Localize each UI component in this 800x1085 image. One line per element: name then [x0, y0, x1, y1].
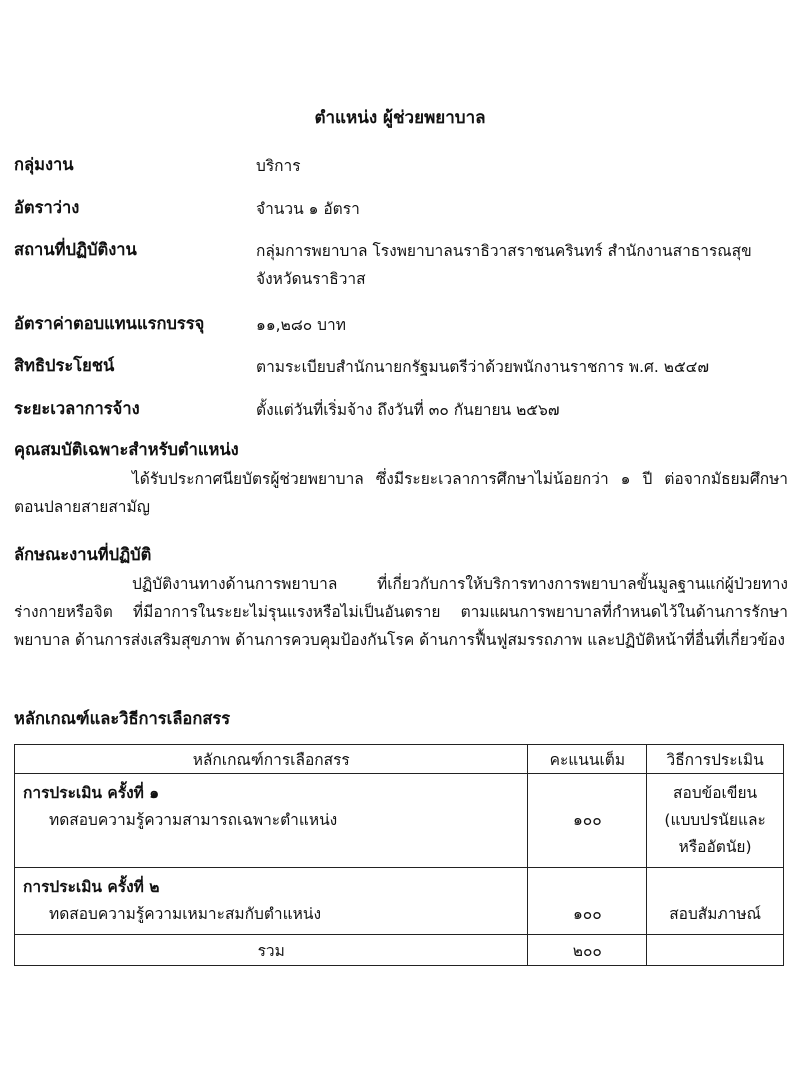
total-score: ๒๐๐	[528, 935, 647, 966]
table-total-row	[15, 935, 784, 966]
method-line: สอบข้อเขียน	[673, 784, 758, 802]
round-1-method	[647, 774, 784, 868]
field-value: ตั้งแต่วันที่เริ่มจ้าง ถึงวันที่ ๓๐ กันยายน ๒๕๖๗	[256, 401, 560, 419]
field-label: สถานที่ปฏิบัติงาน	[14, 240, 137, 259]
header-criteria: หลักเกณฑ์การเลือกสรร	[15, 745, 528, 774]
score-value: ๑๐๐	[572, 905, 602, 923]
method-line: สอบสัมภาษณ์	[669, 905, 761, 923]
duties-body: ปฏิบัติงานทางด้านการพยาบาล ที่เกี่ยวกับการให้บริการทางการพยาบาลขั้นมูลฐานแก่ผู้ป่วยทางร่างกายหรือจิต ที่มีอาการในระยะไม่รุนแรงหรือไม่เป็นอันตราย ตามแผนการพยาบาลที่กำหนดไว้ในด้านการรักษาพยาบาล ด้านการส่งเสริมสุขภาพ ด้านการควบคุมป้องกันโรค ด้านการฟื้นฟูสมรรถภาพ และปฏิบัติหน้าที่อื่นที่เกี่ยวข้อง	[14, 575, 788, 649]
field-label: อัตราค่าตอบแทนแรกบรรจุ	[14, 314, 205, 333]
field-value: ตามระเบียบสำนักนายกรัฐมนตรีว่าด้วยพนักงานราชการ พ.ศ. ๒๕๔๗	[256, 358, 710, 376]
field-label: กลุ่มงาน	[14, 155, 74, 174]
field-label: ระยะเวลาการจ้าง	[14, 399, 140, 418]
duties-heading: ลักษณะงานที่ปฏิบัติ	[14, 545, 152, 564]
score-value: ๑๐๐	[572, 811, 602, 829]
duties-text	[14, 570, 788, 654]
round-item: ทดสอบความรู้ความสามารถเฉพาะตำแหน่ง	[49, 811, 338, 829]
total-method-empty	[647, 935, 784, 966]
round-2-criteria	[15, 868, 528, 935]
qualifications-text	[14, 465, 788, 521]
method-line: (แบบปรนัยและ	[664, 811, 766, 829]
total-label: รวม	[15, 935, 528, 966]
table-row	[15, 868, 784, 935]
qualifications-heading: คุณสมบัติเฉพาะสำหรับตำแหน่ง	[14, 440, 239, 459]
field-value: ๑๑,๒๘๐ บาท	[256, 316, 346, 334]
selection-heading: หลักเกณฑ์และวิธีการเลือกสรร	[14, 709, 231, 728]
field-label: สิทธิประโยชน์	[14, 356, 115, 375]
round-1-score	[528, 774, 647, 868]
field-value: กลุ่มการพยาบาล โรงพยาบาลนราธิวาสราชนครินทร์ สำนักงานสาธารณสุข จังหวัดนราธิวาส	[256, 242, 752, 288]
round-2-score	[528, 868, 647, 935]
round-title: การประเมิน ครั้งที่ ๒	[23, 878, 160, 896]
header-full-score: คะแนนเต็ม	[528, 745, 647, 774]
page-title: ตำแหน่ง ผู้ช่วยพยาบาล	[314, 108, 486, 128]
table-row	[15, 774, 784, 868]
header-method: วิธีการประเมิน	[647, 745, 784, 774]
round-2-method	[647, 868, 784, 935]
round-item: ทดสอบความรู้ความเหมาะสมกับตำแหน่ง	[49, 905, 322, 923]
field-value: จำนวน ๑ อัตรา	[256, 200, 360, 218]
round-1-criteria	[15, 774, 528, 868]
table-header-row	[15, 745, 784, 774]
field-value: บริการ	[256, 157, 301, 175]
round-title: การประเมิน ครั้งที่ ๑	[23, 784, 160, 802]
qualifications-body: ได้รับประกาศนียบัตรผู้ช่วยพยาบาล ซึ่งมีระยะเวลาการศึกษาไม่น้อยกว่า ๑ ปี ต่อจากมัธยมศึกษาตอนปลายสายสามัญ	[14, 470, 788, 516]
field-label: อัตราว่าง	[14, 198, 80, 217]
method-line: หรืออัตนัย)	[678, 838, 752, 856]
selection-table	[14, 744, 784, 966]
